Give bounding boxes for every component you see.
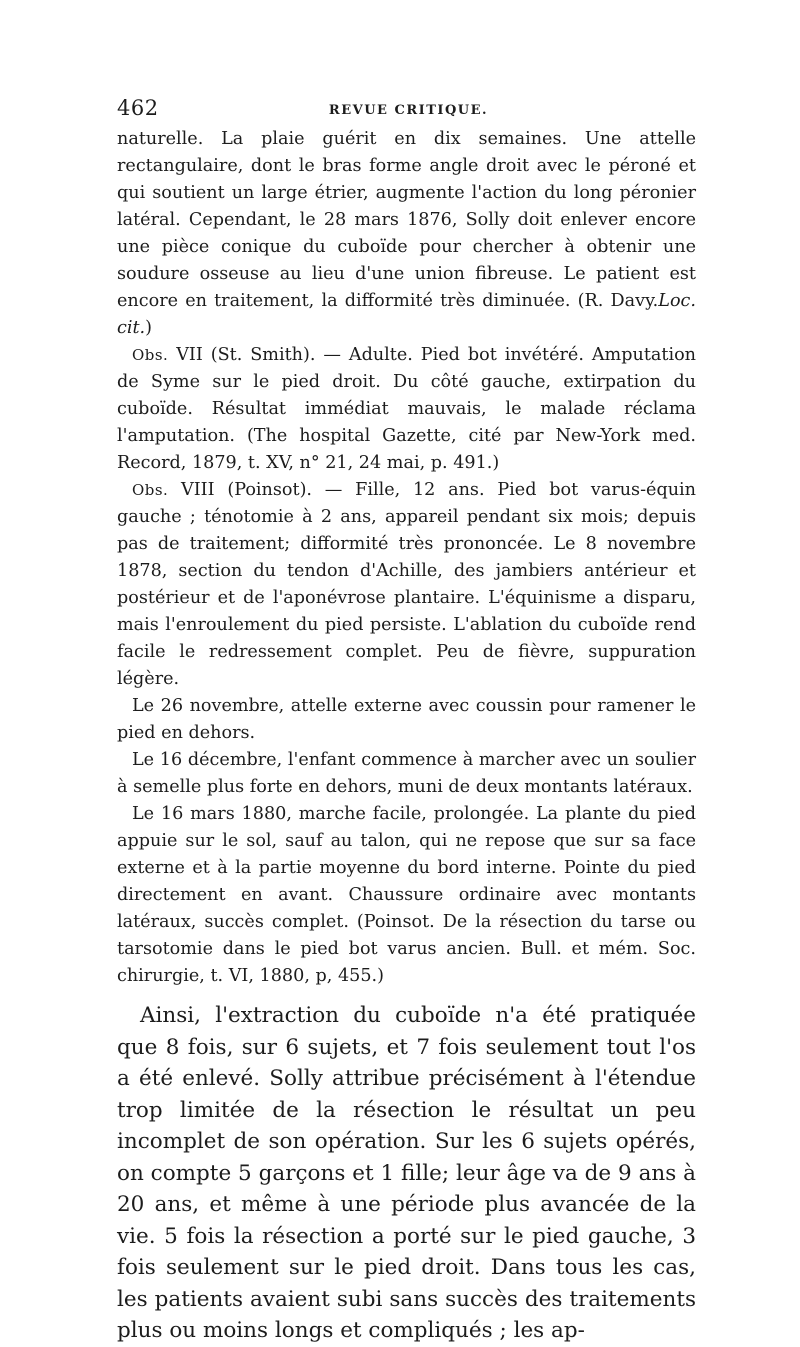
observation-label: Obs. bbox=[132, 481, 169, 499]
main-text-section bbox=[117, 1000, 696, 1347]
observation-7 bbox=[117, 342, 696, 477]
observation-label: Obs. bbox=[132, 346, 169, 364]
paragraph-continuation bbox=[117, 126, 696, 342]
observation-8 bbox=[117, 477, 696, 693]
paragraph-text: naturelle. La plaie guérit en dix semaines. Une attelle rectangulaire, dont le bras forme angle droit avec le péroné et qui soutient un large étrier, augmente l'action du long péronier latéral. Cependant, le 28 mars 1876, Solly doit enlever encore une pièce conique du cuboïde pour chercher à obtenir une soudure osseuse au lieu d'une union fibreuse. Le patient est encore en traitement, la difformité très diminuée. (R. Davy. bbox=[117, 129, 696, 311]
paragraph-tail: ) bbox=[145, 318, 153, 338]
paragraph-text: VII (St. Smith). — Adulte. Pied bot invétéré. Amputation de Syme sur le pied droit. Du côté gauche, extirpation du cuboïde. Résultat immédiat mauvais, le malade réclama l'amputation. (The hospital Gazette, cité par New-York med. Record, 1879, t. XV, n° 21, 24 mai, p. 491.) bbox=[117, 345, 696, 473]
body-text bbox=[117, 126, 696, 1347]
paragraph-26-novembre: Le 26 novembre, attelle externe avec coussin pour ramener le pied en dehors. bbox=[117, 696, 696, 743]
paragraph-text: VIII (Poinsot). — Fille, 12 ans. Pied bot varus-équin gauche ; ténotomie à 2 ans, appareil pendant six mois; depuis pas de traitement; difformité très prononcée. Le 8 novembre 1878, section du tendon d'Achille, des jambiers antérieur et postérieur et de l'aponévrose plantaire. L'équinisme a disparu, mais l'enroulement du pied persiste. L'ablation du cuboïde rend facile le redressement complet. Peu de fièvre, suppuration légère. bbox=[117, 480, 696, 689]
paragraph-16-mars: Le 16 mars 1880, marche facile, prolongée. La plante du pied appuie sur le sol, sauf au talon, qui ne repose que sur sa face externe et à la partie moyenne du bord interne. Pointe du pied directement en avant. Chaussure ordinaire avec montants latéraux, succès complet. (Poinsot. De la résection du tarse ou tarsotomie dans le pied bot varus ancien. Bull. et mém. Soc. chirurgie, t. VI, 1880, p, 455.) bbox=[117, 804, 696, 986]
page-number: 462 bbox=[117, 96, 159, 120]
page-header bbox=[117, 96, 700, 126]
paragraph-summary: Ainsi, l'extraction du cuboïde n'a été pratiquée que 8 fois, sur 6 sujets, et 7 fois seulement tout l'os a été enlevé. Solly attribue précisément à l'étendue trop limitée de la résection le résultat un peu incomplet de son opération. Sur les 6 sujets opérés, on compte 5 garçons et 1 fille; leur âge va de 9 ans à 20 ans, et même à une période plus avancée de la vie. 5 fois la résection a porté sur le pied gauche, 3 fois seulement sur le pied droit. Dans tous les cas, les patients avaient subi sans succès des traitements plus ou moins longs et compliqués ; les ap- bbox=[117, 1003, 696, 1343]
paragraph-16-decembre: Le 16 décembre, l'enfant commence à marcher avec un soulier à semelle plus forte en dehors, muni de deux montants latéraux. bbox=[117, 750, 696, 797]
running-title: REVUE CRITIQUE. bbox=[328, 103, 489, 118]
citation-italic: Loc. cit. bbox=[117, 291, 696, 338]
